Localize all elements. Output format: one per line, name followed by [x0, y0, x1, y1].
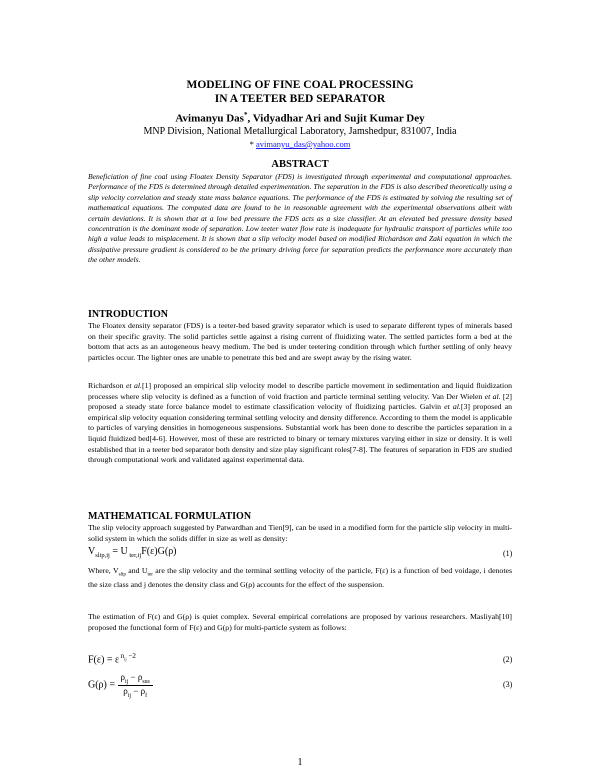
intro-paragraph-2: Richardson et al.[1] proposed an empirical slip velocity model to describe particle movement in sedimentation and liquid fluidization processes where slip velocity is defined as a function of void fraction and particle terminal settling velocity. Van Der Wielen et al. [2] proposed a steady state force balance model to estimate classification velocity of fluidizing particles. Galvin et al.[3] proposed an empirical slip velocity equation considering terminal settling velocity and density difference. According to them the model is applicable to particles of varying densities in homogeneous suspensions. Substantial work has been done to describe the particles separation in a liquid fluidized bed[4-6]. However, most of these are restricted to binary or ternary mixtures varying either in size or density. It is well established that in a teeter bed separator both density and size play significant roles[7-8]. The features of separation in FDS are studied through computational work and validated against experimental data. — [88, 381, 513, 465]
abstract-heading: ABSTRACT — [271, 159, 329, 170]
page-number: 1 — [297, 757, 303, 768]
equation-2: F(ε) = ε $^{n_{ij} -2}$ — [88, 652, 136, 666]
equation-2-number: (2) — [503, 655, 513, 664]
author-list: Avimanyu Das*, Vidyadhar Ari and Sujit Kumar Dey — [175, 111, 425, 125]
math-paragraph-3: The estimation of F(ε) and G(ρ) is quiet complex. Several empirical correlations are proposed by various researchers. Masliyah[10] proposed the functional form of F(ε) and G(ρ) for multi-particle system as follows: — [88, 612, 512, 632]
math-paragraph-1: The slip velocity approach suggested by Patwardhan and Tien[9], can be used in a modified form for the particle slip velocity in multi-solid system in which the solids differ in size as well as density: — [88, 523, 512, 543]
affiliation: MNP Division, National Metallurgical Laboratory, Jamshedpur, 831007, India — [143, 126, 457, 137]
equation-1-number: (1) — [503, 549, 513, 558]
math-paragraph-2: Where, $V_{slip}$ and $U_{ter}$ are the slip velocity and the terminal settling velocity of the particle, F(ε) is a function of bed voidage, i denotes the size class and j denotes the density class and G(ρ) accounts for the effect of the suspension. — [88, 566, 512, 590]
email-link[interactable]: avimanyu_das@yahoo.com — [255, 139, 351, 149]
equation-3-fraction: $\frac{\rho_{ij} - \rho_{sus}}{\rho_{ij} - \rho_f}$ — [118, 672, 153, 699]
math-heading: MATHEMATICAL FORMULATION — [88, 511, 252, 522]
paper-title: MODELING OF FINE COAL PROCESSING IN A TEETER BED SEPARATOR — [186, 79, 414, 105]
intro-heading: INTRODUCTION — [88, 309, 169, 320]
equation-1: $V_{slip,ij} = U$ $_{ter,ij}$F(ε)G(ρ) — [88, 546, 177, 559]
abstract-text: Beneficiation of fine coal using Floatex Density Separator (FDS) is investigated through experimental and computational approaches. Performance of the FDS is determined through detailed experimentation. The separation in the FDS is also described theoretically using a slip velocity correlation and steady state mass balance equations. The performance of the FDS is estimated by solving the resulting set of mathematical equations. The computed data are found to be in reasonable agreement with the experimental observations albeit with certain deviations. It is shown that at a low bed pressure the FDS acts as a size classifier. At an elevated bed pressure density based concentration is the dominant mode of separation. Low teeter water flow rate is inadequate for hydraulic transport of particles while too high a value leads to misplacement. It is shown that a slip velocity model based on modified Richardson and Zaki equation in which the dissipative pressure gradient is considered to be the primary driving force for separation predicts the performance more accurately than the other models. — [88, 172, 512, 265]
intro-paragraph-1: The Floatex density separator (FDS) is a teeter-bed based gravity separator which is used to separate different types of minerals based on their specific gravity. The solid particles settle against a rising current of fluidizing water. The settled particles form a bed at the bottom that acts as an autogeneous heavy medium. The bed is under teetering condition through which further settling of only heavy particles occur. The lighter ones are unable to penetrate this bed and are swept away by the rising water. — [88, 321, 512, 362]
equation-3-number: (3) — [503, 680, 513, 689]
equation-3: G(ρ) = $\frac{\rho_{ij} - \rho_{sus}}{\rho_{ij} - \rho_f}$ — [88, 672, 153, 699]
corresponding-email: * avimanyu_das@yahoo.com — [249, 139, 351, 149]
